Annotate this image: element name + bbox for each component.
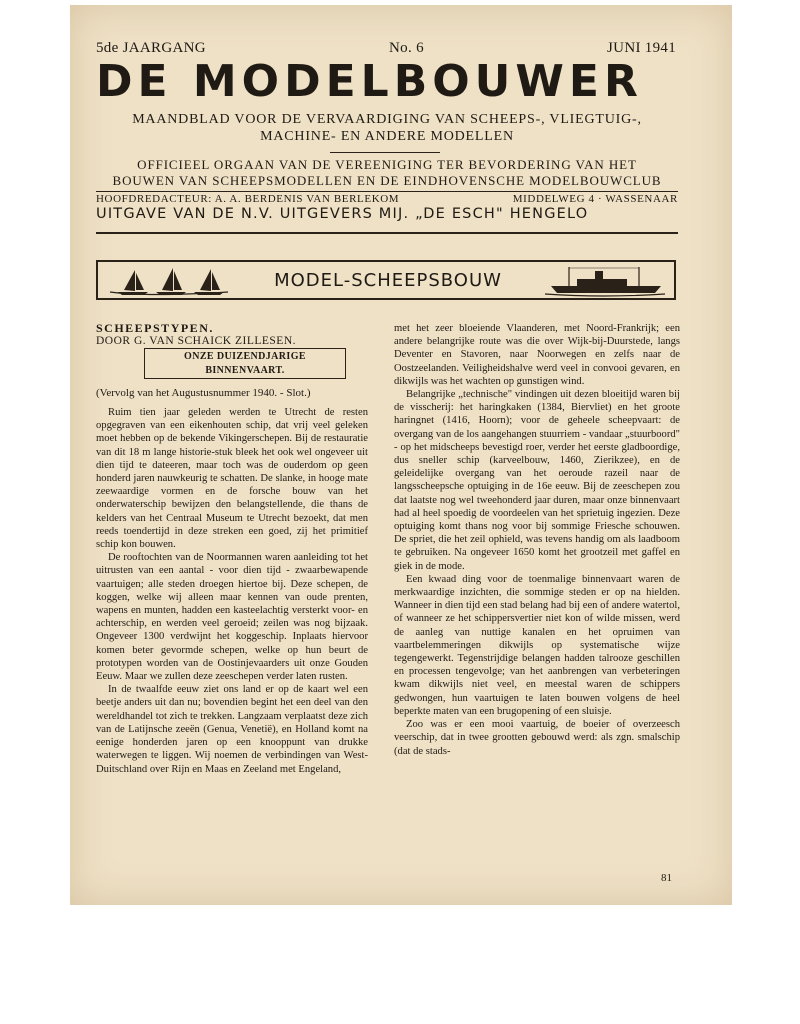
divider: [96, 191, 678, 192]
continued-note: (Vervolg van het Augustusnummer 1940. - Slot.): [96, 386, 311, 399]
article-author: DOOR G. VAN SCHAICK ZILLESEN.: [96, 335, 296, 348]
section-heading: ONZE DUIZENDJARIGE BINNENVAART.: [144, 348, 346, 378]
editor-name: HOOFDREDACTEUR: A. A. BERDENIS VAN BERLEKOM: [96, 193, 400, 205]
volume-label: 5de JAARGANG: [96, 40, 206, 56]
masthead-subtitle: [96, 111, 678, 145]
official-organ-statement: [96, 157, 678, 189]
official-line-2: BOUWEN VAN SCHEEPSMODELLEN EN DE EINDHOVENSCHE MODELBOUWCLUB: [112, 173, 662, 188]
issue-number: No. 6: [389, 40, 424, 56]
paragraph: In de twaalfde eeuw ziet ons land er op de kaart wel een beetje anders uit dan nu; bovendien begint het een deel van den wereldhandel tot zich te trekken. Langzaam verplaatst deze zich van de Latijnsche zeeën (Genua, Venetië), en Holland komt na eenige honderden jaren op een knooppunt van drukke waterwegen te liggen. Wij noemen de verbindingen van West-Duitschland over Rijn en Maas en Zeeland met Engeland,: [96, 684, 368, 775]
sailing-yachts-icon: [108, 264, 238, 298]
section-title: MODEL-SCHEEPSBOUW: [274, 270, 502, 291]
subtitle-line-2: MACHINE- EN ANDERE MODELLEN: [260, 129, 514, 144]
paragraph: Een kwaad ding voor de toenmalige binnenvaart waren de merkwaardige inzichten, die sommige steden er op na hielden. Wanneer in dien tijd een stad belang had bij een of andere watertol, of wanneer ze het schippersvertier niet kon of wilde missen, werd de aanleg van nuttige kanalen en het opruimen van vaartbelemmeringen dikwijls op systematische wijze tegengewerkt. Tegenstrijdige belangen hadden talrooze geschillen en processen tengevolge; van het aanbrengen van verbeteringen kwam dikwijls niet veel, en meestal waren de schippers gedwongen, hun vaartuigen te laten bouwen volgens de heel beperkte maten van een brugopening of een sluisje.: [394, 573, 680, 717]
issue-date: JUNI 1941: [607, 40, 676, 56]
paragraph: De rooftochten van de Noormannen waren aanleiding tot het uitrusten van een aantal - voor dien tijd - zwaarbewapende vaartuigen; alle steden droegen hiertoe bij. Deze schepen, de koggen, welke wij alleen maar kennen van oude prenten, wapens en munten, hadden een kasteelachtig versterkt voor- en achterschip, en werden veel geroeid; zeilen was nog bijzaak. Ongeveer 1300 verdwijnt het koggeschip. Inplaats hiervoor komen beter gevormde schepen, welke op hun beurt de prototypen worden van de Oostinjevaarders uit onze Gouden Eeuw. Maar we zullen deze zeeschepen verder laten rusten.: [96, 552, 368, 683]
article-right-column: [394, 322, 680, 758]
paragraph: met het zeer bloeiende Vlaanderen, met Noord-Frankrijk; een andere belangrijke route was die over Wijk-bij-Duurstede, langs Deventer en Stavoren, naar Noorwegen en zelfs naar de Oostzeelanden. Veiligheidshalve werd veel in convooi gevaren, en dikwijls was het wachten op gunstigen wind.: [394, 323, 680, 387]
divider: [96, 232, 678, 234]
issue-info-row: [96, 40, 676, 57]
section-banner: [96, 260, 676, 300]
page-number: 81: [661, 872, 672, 884]
masthead-title: DE MODELBOUWER: [96, 56, 643, 107]
official-line-1: OFFICIEEL ORGAAN VAN DE VEREENIGING TER BEVORDERING VAN HET: [137, 157, 637, 172]
publisher-line: UITGAVE VAN DE N.V. UITGEVERS MIJ. „DE ESCH" HENGELO: [96, 206, 589, 222]
subtitle-line-1: MAANDBLAD VOOR DE VERVAARDIGING VAN SCHEEPS-, VLIEGTUIG-,: [132, 112, 642, 127]
paragraph: Zoo was er een mooi vaartuig, de boeier of overzeesch veerschip, dat in twee grootten gebouwd werd: als zgn. smalschip (dat de stads-: [394, 719, 680, 757]
paragraph: Ruim tien jaar geleden werden te Utrecht de resten opgegraven van een eikenhouten schip, dat vrij veel geleken moet hebben op de bekende Vikingerschepen. Bij de restauratie van dit 18 m lange historie-stuk bleek het ook wel ongeveer uit dien tijd te dateeren, maar toch was de ouderdom op geen honderd jaren nauwkeurig te schatten. De slanke, in hooge mate zeewaardige vormen en de forsche bouw van het onderwaterschip bewijzen den belangstellende, die thans de kelders van het Centraal Museum te Utrecht bezoekt, dat men reeds toendertijd in deze streken een goed, zij het primitief schip kon bouwen.: [96, 407, 368, 551]
editor-line: [96, 193, 678, 205]
editor-address: MIDDELWEG 4 · WASSENAAR: [512, 193, 678, 205]
article-left-column: [96, 322, 368, 776]
steamship-icon: [543, 264, 668, 298]
divider: [330, 152, 440, 153]
paragraph: Belangrijke „technische" vindingen uit dezen bloeitijd waren bij de visscherij: het haringkaken (1384, Biervliet) en het groote haringnet (1416, Hoorn); voor de geheele scheepvaart: de overgang van de los aangehangen stuurriem - vandaar „stuurboord" - op het midscheeps bevestigd roer, verder het eerste gladboordige, dus sneller schip (karveelbouw, 1460, Zierikzee), en de geleidelijke overgang van het oeroude razeil naar de langsscheepsche optuiging in de 16e eeuw. Bij de zeeschepen zou dat laatste nog wel tweehonderd jaar duren, maar onze binnenvaart had al heel spoedig de voordeelen van het sprietuig ingezien. Deze optuiging komt thans nog voor bij sommige Friesche schouwen. De spriet, die het zeil ophield, was tevens handig om als laadboom te gebruiken. Na ongeveer 1650 komt het grootzeil met gaffel en giek in de mode.: [394, 389, 680, 572]
article-title: SCHEEPSTYPEN.: [96, 321, 214, 335]
